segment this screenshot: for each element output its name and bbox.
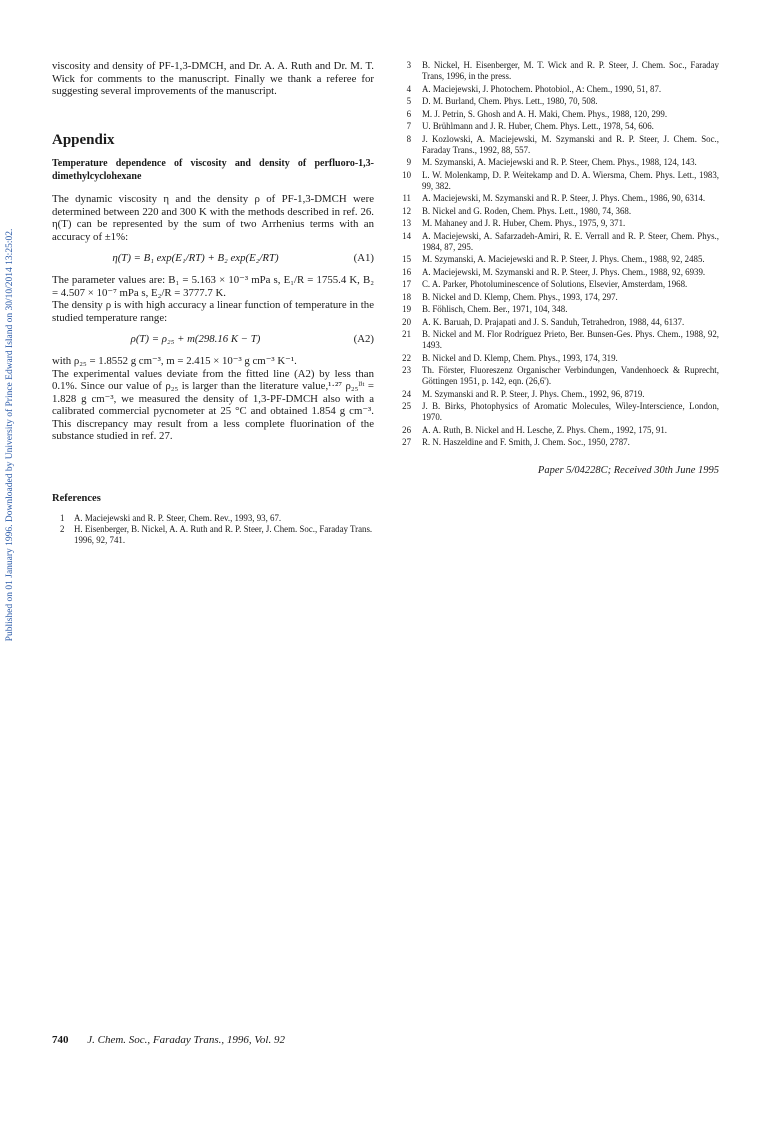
reference-item	[392, 279, 719, 290]
reference-number: 3	[406, 60, 411, 70]
reference-number: 11	[402, 193, 411, 203]
reference-number: 1	[60, 513, 65, 523]
reference-text: A. Maciejewski, M. Szymanski and R. P. Steer, J. Phys. Chem., 1986, 90, 6314.	[422, 193, 706, 203]
reference-text: M. Szymanski, A. Maciejewski and R. P. Steer, Chem. Phys., 1988, 124, 143.	[422, 157, 697, 167]
left-column	[52, 60, 374, 546]
reference-text: M. Mahaney and J. R. Huber, Chem. Phys., 1975, 9, 371.	[422, 218, 626, 228]
reference-text: B. Nickel and D. Klemp, Chem. Phys., 1993, 174, 297.	[422, 291, 618, 302]
equation-a2	[52, 333, 374, 347]
journal-citation: J. Chem. Soc., Faraday Trans., 1996, Vol. 92	[87, 1034, 285, 1046]
reference-item	[392, 401, 719, 423]
reference-item	[392, 254, 719, 265]
reference-text: B. Nickel and G. Roden, Chem. Phys. Lett., 1980, 74, 368.	[422, 205, 632, 216]
reference-item	[392, 96, 719, 107]
reference-text: L. W. Molenkamp, D. P. Weitekamp and D. A. Wiersma, Chem. Phys. Lett., 1983, 99, 382.	[422, 169, 719, 191]
equation-a1	[52, 252, 374, 266]
reference-text: M. Szymanski, A. Maciejewski and R. P. Steer, J. Phys. Chem., 1988, 92, 2485.	[422, 254, 705, 264]
reference-text: R. N. Haszeldine and F. Smith, J. Chem. Soc., 1950, 2787.	[422, 437, 630, 447]
reference-item	[392, 206, 719, 217]
reference-text: A. Maciejewski, M. Szymanski and R. P. Steer, J. Phys. Chem., 1988, 92, 6939.	[422, 266, 706, 277]
reference-item	[392, 84, 719, 95]
reference-number: 26	[402, 424, 411, 435]
reference-number: 22	[402, 352, 411, 363]
reference-text: B. Föhlisch, Chem. Ber., 1971, 104, 348.	[422, 304, 568, 314]
reference-number: 16	[402, 266, 411, 277]
reference-item	[392, 353, 719, 364]
reference-item	[392, 170, 719, 192]
reference-text: Th. Förster, Fluoreszenz Organischer Verbindungen, Vandenhoeck & Ruprecht, Göttingen 1951, p. 142, eqn. (26,6').	[422, 365, 719, 386]
reference-number: 27	[402, 437, 411, 447]
reference-number: 20	[402, 316, 411, 327]
reference-number: 21	[402, 329, 411, 339]
reference-text: A. Maciejewski, A. Safarzadeh-Amiri, R. E. Verrall and R. P. Steer, Chem. Phys., 1984, 87, 295.	[422, 230, 719, 252]
appendix-paragraph-1: The dynamic viscosity η and the density ρ of PF-1,3-DMCH were determined between 220 and 300 K with the methods described in ref. 26. η(T) can be represented by the sum of two Arrhenius terms with an accuracy of ±1%:	[52, 193, 374, 243]
reference-number: 25	[402, 401, 411, 411]
provenance-sidebar	[0, 170, 20, 700]
reference-number: 2	[60, 524, 65, 534]
reference-item	[392, 317, 719, 328]
reference-item	[392, 304, 719, 315]
reference-text: B. Nickel and D. Klemp, Chem. Phys., 1993, 174, 319.	[422, 352, 618, 363]
reference-number: 13	[402, 218, 411, 228]
reference-item	[392, 231, 719, 253]
reference-text: C. A. Parker, Photoluminescence of Solutions, Elsevier, Amsterdam, 1968.	[422, 279, 688, 289]
reference-text: A. K. Baruah, D. Prajapati and J. S. Sanduh, Tetrahedron, 1988, 44, 6137.	[422, 316, 685, 327]
equation-a1-text: η(T) = B₁ exp(E₁/RT) + B₂ exp(E₂/RT)	[112, 252, 279, 264]
reference-item	[392, 60, 719, 82]
appendix-paragraph-2: The parameter values are: B₁ = 5.163 × 10⁻³ mPa s, E₁/R = 1755.4 K, B₂ = 4.507 × 10⁻⁷ mPa s, E₂/R = 3777.7 K.	[52, 274, 374, 299]
reference-item	[392, 218, 719, 229]
page-footer	[52, 1034, 285, 1046]
reference-item	[392, 389, 719, 400]
reference-item	[392, 109, 719, 120]
reference-number: 9	[406, 157, 411, 167]
reference-number: 19	[402, 304, 411, 314]
reference-item	[392, 425, 719, 436]
reference-text: M. Szymanski and R. P. Steer, J. Phys. Chem., 1992, 96, 8719.	[422, 388, 645, 399]
reference-text: U. Brühlmann and J. R. Huber, Chem. Phys. Lett., 1978, 54, 606.	[422, 121, 654, 131]
reference-number: 24	[402, 388, 411, 399]
paper-received-info: Paper 5/04228C; Received 30th June 1995	[537, 465, 719, 476]
reference-text: J. Kozlowski, A. Maciejewski, M. Szymanski and R. P. Steer, J. Chem. Soc., Faraday Trans., 1992, 88, 557.	[422, 133, 719, 155]
reference-number: 17	[402, 279, 411, 289]
reference-text: B. Nickel, H. Eisenberger, M. T. Wick and R. P. Steer, J. Chem. Soc., Faraday Trans, 1996, in the press.	[422, 60, 719, 81]
reference-number: 5	[406, 96, 411, 106]
reference-item	[392, 329, 719, 351]
provenance-text: Published on 01 January 1996. Downloaded by University of Prince Edward Island on 30/10/2014 13:25:02.	[5, 228, 15, 642]
reference-text: A. A. Ruth, B. Nickel and H. Lesche, Z. Phys. Chem., 1992, 175, 91.	[422, 424, 668, 435]
equation-a2-text: ρ(T) = ρ₂₅ + m(298.16 K − T)	[130, 333, 261, 345]
right-column	[392, 60, 719, 476]
appendix-heading: Appendix	[52, 131, 115, 148]
appendix-paragraph-3: The density ρ is with high accuracy a linear function of temperature in the studied temperature range:	[52, 299, 374, 324]
reference-number: 12	[402, 205, 411, 216]
equation-a1-number: (A1)	[353, 252, 374, 264]
reference-item	[392, 134, 719, 156]
reference-number: 15	[402, 254, 411, 264]
page-number: 740	[52, 1034, 69, 1046]
reference-list	[392, 60, 719, 448]
appendix-paragraph-4: with ρ₂₅ = 1.8552 g cm⁻³, m = 2.415 × 10⁻³ g cm⁻³ K⁻¹.	[52, 355, 297, 367]
reference-number: 7	[406, 121, 411, 131]
reference-number: 6	[406, 108, 411, 119]
reference-item	[392, 365, 719, 387]
reference-item	[392, 437, 719, 448]
reference-number: 10	[402, 169, 411, 180]
reference-text: B. Nickel and M. Flor Rodríguez Prieto, Ber. Bunsen-Ges. Phys. Chem., 1988, 92, 1493.	[422, 329, 719, 350]
reference-item	[392, 157, 719, 168]
reference-text: D. M. Burland, Chem. Phys. Lett., 1980, 70, 508.	[422, 96, 598, 106]
references-heading: References	[52, 492, 101, 504]
equation-a2-number: (A2)	[353, 333, 374, 345]
reference-item	[52, 524, 374, 546]
reference-item	[52, 513, 374, 524]
appendix-subheading: Temperature dependence of viscosity and density of perfluoro-1,3-dimethylcyclohexane	[52, 158, 374, 182]
reference-number: 4	[406, 83, 411, 94]
reference-text: J. B. Birks, Photophysics of Aromatic Molecules, Wiley-Interscience, London, 1970.	[422, 401, 719, 422]
reference-item	[392, 267, 719, 278]
acknowledgement-text: viscosity and density of PF-1,3-DMCH, and Dr. A. A. Ruth and Dr. M. T. Wick for comments to the manuscript. Finally we thank a referee for suggesting several improvements of the manuscript.	[52, 60, 374, 97]
reference-number: 8	[406, 133, 411, 144]
reference-number: 14	[402, 230, 411, 241]
reference-item	[392, 121, 719, 132]
reference-item	[392, 193, 719, 204]
reference-number: 23	[402, 365, 411, 375]
reference-text: A. Maciejewski and R. P. Steer, Chem. Rev., 1993, 93, 67.	[74, 513, 282, 523]
reference-item	[392, 292, 719, 303]
reference-text: M. J. Petrin, S. Ghosh and A. H. Maki, Chem. Phys., 1988, 120, 299.	[422, 108, 668, 119]
appendix-paragraph-5: The experimental values deviate from the fitted line (A2) by less than 0.1%. Since our value of ρ₂₅ is larger than the literature value,¹·²⁷ ρ₂₅ˡⁱᵗ = 1.828 g cm⁻³, we measured the density of 1,3-PF-DMCH also with a calibrated commercial pycnometer at 25 °C and obtained 1.854 g cm⁻³. This discrepancy may result from a less complete fluorination of the substance studied in ref. 27.	[52, 367, 374, 442]
reference-text: H. Eisenberger, B. Nickel, A. A. Ruth and R. P. Steer, J. Chem. Soc., Faraday Trans. 1996, 92, 741.	[74, 524, 373, 545]
reference-text: A. Maciejewski, J. Photochem. Photobiol., A: Chem., 1990, 51, 87.	[422, 83, 662, 94]
reference-number: 18	[402, 291, 411, 302]
